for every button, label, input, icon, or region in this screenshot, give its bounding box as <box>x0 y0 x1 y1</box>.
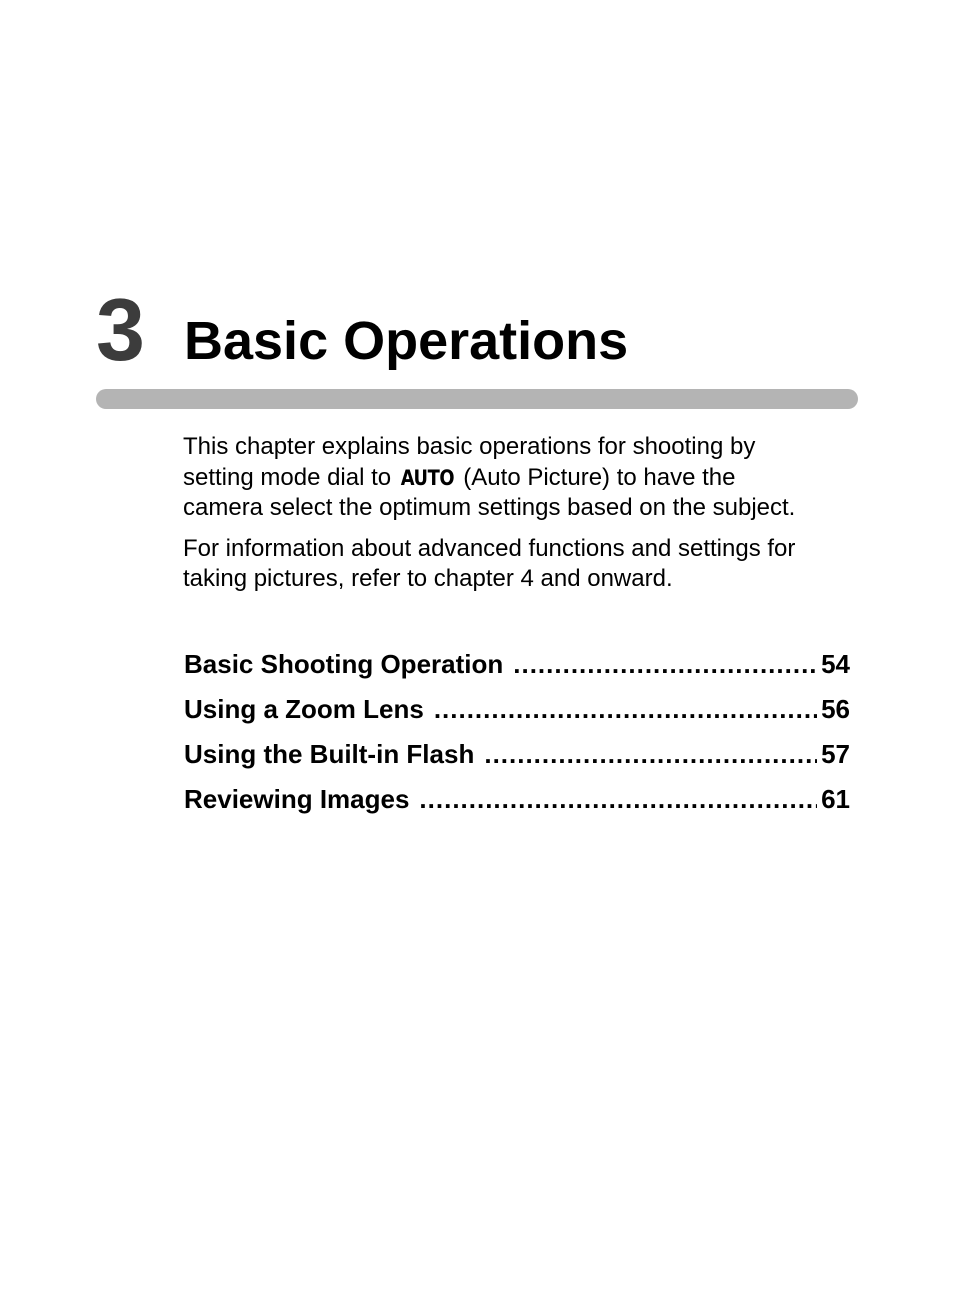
intro-p1-line-3: camera select the optimum settings based on the subject. <box>183 494 796 521</box>
intro-paragraph-1 <box>183 432 863 524</box>
toc-dot-leader <box>434 687 817 732</box>
toc-entry-page: 61 <box>821 784 850 814</box>
intro-p1-line-2-before: setting mode dial to <box>183 463 398 491</box>
toc-dot-leader <box>484 732 817 777</box>
title-rule <box>96 389 858 409</box>
toc-dot-leader <box>419 777 817 822</box>
toc-entry-label: Reviewing Images <box>184 784 410 814</box>
chapter-number: 3 <box>96 280 145 379</box>
intro-p1-line-2-after: (Auto Picture) to have the <box>456 463 736 491</box>
toc-entry-page: 54 <box>821 649 850 679</box>
toc-entry-label: Using the Built-in Flash <box>184 739 475 769</box>
toc-entry-zoom-lens[interactable] <box>184 687 850 732</box>
toc-entry-page: 57 <box>821 739 850 769</box>
chapter-title: Basic Operations <box>184 311 629 371</box>
intro-p2-line-1: For information about advanced functions and settings for <box>183 534 796 562</box>
toc-dot-leader <box>513 642 817 687</box>
toc-entry-built-in-flash[interactable] <box>184 732 850 777</box>
intro-p2-line-2: taking pictures, refer to chapter 4 and onward. <box>183 565 673 592</box>
toc-entry-label: Using a Zoom Lens <box>184 694 424 724</box>
auto-mode-icon: AUTO <box>400 465 454 490</box>
intro-text <box>183 432 863 595</box>
toc-entry-page: 56 <box>821 694 850 724</box>
intro-p1-line-1: This chapter explains basic operations for shooting by <box>183 433 756 460</box>
intro-paragraph-2 <box>183 534 863 595</box>
table-of-contents <box>184 642 850 822</box>
toc-entry-label: Basic Shooting Operation <box>184 649 504 679</box>
toc-entry-basic-shooting[interactable] <box>184 642 850 687</box>
toc-entry-reviewing-images[interactable] <box>184 777 850 822</box>
